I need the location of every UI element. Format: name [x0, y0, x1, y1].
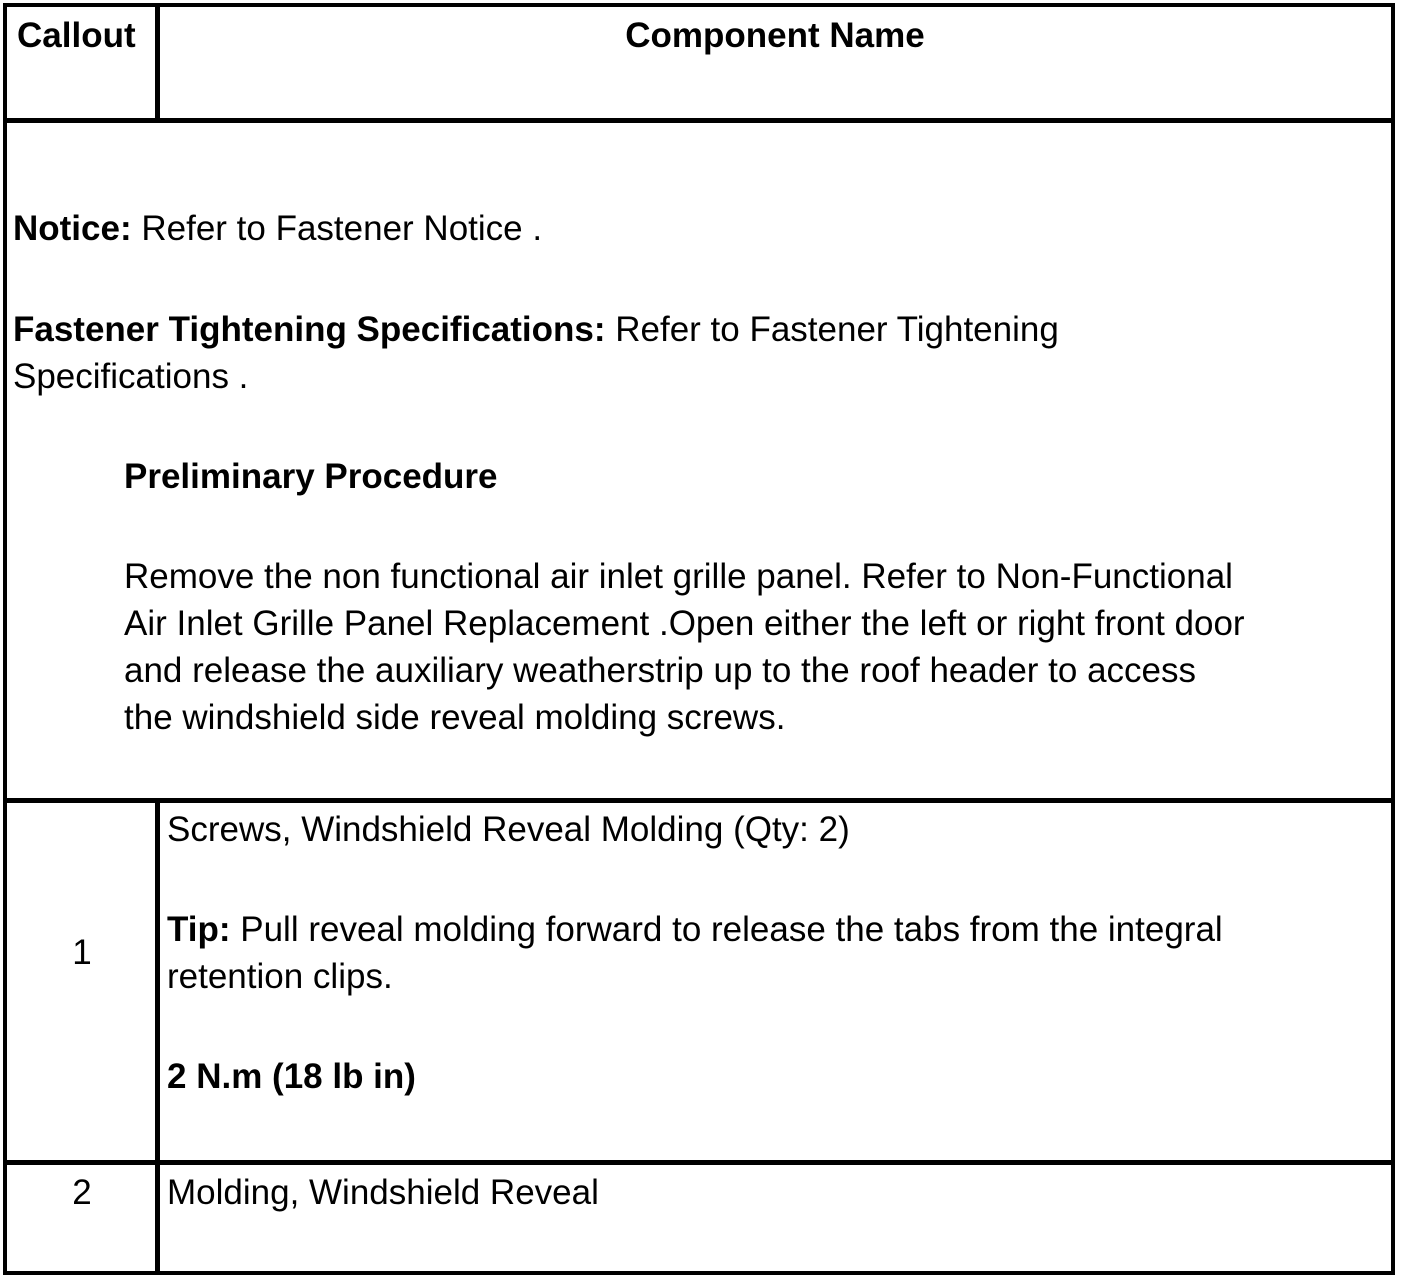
fastener-spec-line-2: Specifications .: [13, 357, 249, 396]
tip-line-2: retention clips.: [167, 957, 393, 996]
notice-text: Refer to Fastener Notice .: [131, 209, 543, 248]
preliminary-divider: [7, 798, 1391, 803]
fastener-spec-text: Refer to Fastener Tightening: [605, 310, 1059, 349]
callout-number: 1: [72, 933, 92, 972]
header-divider: [7, 118, 1391, 123]
procedure-line: Remove the non functional air inlet grille panel. Refer to Non-Functional: [124, 557, 1233, 596]
procedure-line: Air Inlet Grille Panel Replacement .Open either the left or right front door: [124, 604, 1245, 643]
fastener-spec-label: Fastener Tightening Specifications:: [13, 310, 606, 349]
procedure-line: the windshield side reveal molding screws.: [124, 698, 786, 737]
torque-spec: 2 N.m (18 lb in): [167, 1057, 416, 1096]
component-name: Screws, Windshield Reveal Molding (Qty: 2): [167, 810, 850, 849]
component-name: Molding, Windshield Reveal: [167, 1173, 599, 1212]
notice-line: [13, 205, 542, 252]
row-1-divider: [7, 1160, 1391, 1165]
notice-label: Notice:: [13, 209, 132, 248]
procedure-table: [3, 3, 1395, 1275]
callout-column-header: Callout: [17, 16, 136, 55]
header-column-divider: [155, 7, 160, 119]
fastener-spec-line: [13, 306, 1059, 353]
preliminary-procedure-title: Preliminary Procedure: [124, 457, 498, 496]
component-name-column-header: Component Name: [625, 16, 925, 55]
row-1-column-divider: [155, 798, 160, 1162]
tip-line: [167, 906, 1223, 953]
callout-number: 2: [72, 1173, 92, 1212]
tip-text: Pull reveal molding forward to release the tabs from the integral: [230, 910, 1223, 949]
tip-label: Tip:: [167, 910, 231, 949]
procedure-line: and release the auxiliary weatherstrip up to the roof header to access: [124, 651, 1197, 690]
